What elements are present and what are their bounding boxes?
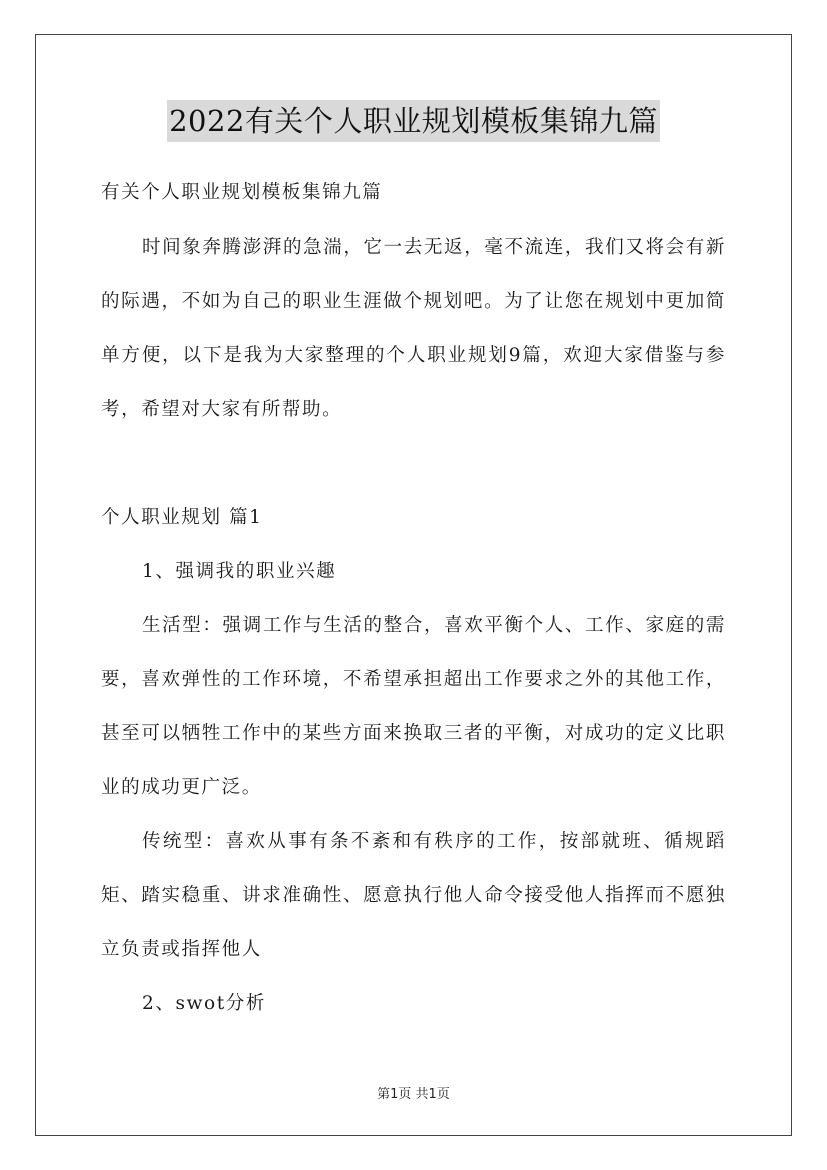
intro-paragraph: 时间象奔腾澎湃的急湍，它一去无返，毫不流连，我们又将会有新的际遇，不如为自己的职业生涯做个规划吧。为了让您在规划中更加简单方便，以下是我为大家整理的个人职业规划9篇，欢迎大家借鉴与参考，希望对大家有所帮助。 <box>101 237 726 420</box>
list-item-2: 2、swot分析 <box>142 993 266 1014</box>
section-heading: 个人职业规划 篇1 <box>101 507 263 528</box>
title-container <box>0 100 827 142</box>
document-subtitle: 有关个人职业规划模板集锦九篇 <box>101 182 383 203</box>
page-footer: 第1页 共1页 <box>377 1087 450 1102</box>
document-title: 2022有关个人职业规划模板集锦九篇 <box>167 100 660 142</box>
paragraph-traditional-type: 传统型：喜欢从事有条不紊和有秩序的工作，按部就班、循规蹈矩、踏实稳重、讲求准确性、愿意执行他人命令接受他人指挥而不愿独立负责或指挥他人 <box>101 831 726 960</box>
paragraph-life-type: 生活型：强调工作与生活的整合，喜欢平衡个人、工作、家庭的需要，喜欢弹性的工作环境，不希望承担超出工作要求之外的其他工作，甚至可以牺牲工作中的某些方面来换取三者的平衡，对成功的定义比职业的成功更广泛。 <box>101 615 726 798</box>
list-item-1: 1、强调我的职业兴趣 <box>142 561 337 582</box>
